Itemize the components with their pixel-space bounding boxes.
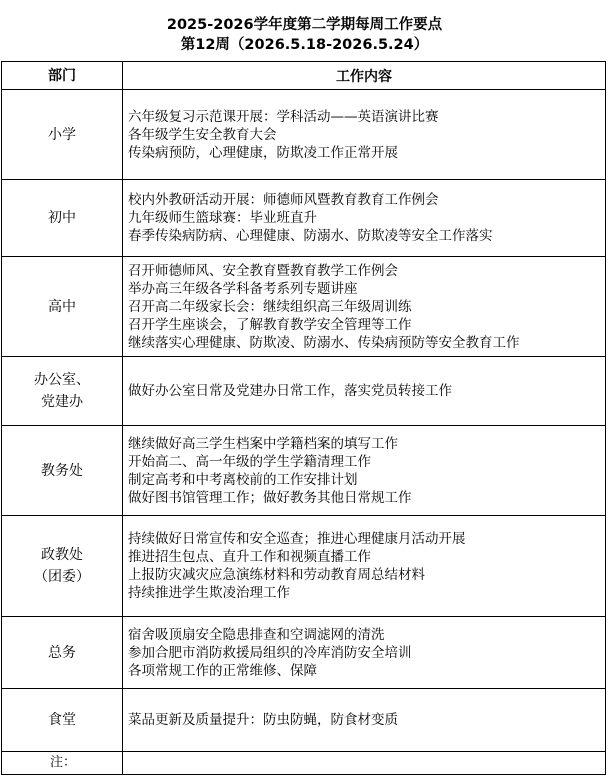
- work-item: 推进招生包点、直升工作和视频直播工作: [128, 549, 371, 565]
- dept-label: 食堂: [48, 712, 76, 728]
- content-cell: [123, 617, 606, 689]
- dept-label: 党建办: [41, 394, 83, 410]
- content-cell: [123, 426, 606, 516]
- work-item: 春季传染病防病、心理健康、防溺水、防欺凌等安全工作落实: [128, 228, 493, 244]
- dept-label: 小学: [48, 126, 76, 143]
- dept-cell: [2, 357, 123, 426]
- work-item: 参加合肥市消防救援局组织的冷库消防安全培训: [128, 644, 412, 661]
- table-row: [2, 257, 606, 357]
- dept-cell: [2, 426, 123, 516]
- work-item: 各项常规工作的正常维修、保障: [128, 662, 317, 679]
- work-item: 继续做好高三学生档案中学籍档案的填写工作: [128, 435, 398, 452]
- dept-cell: [2, 689, 123, 752]
- work-item: 举办高三年级各学科备考系列专题讲座: [128, 280, 358, 297]
- work-item: 召开师德师风、安全教育暨教育教学工作例会: [128, 262, 398, 279]
- table-row: [2, 689, 606, 752]
- content-cell: [123, 689, 606, 752]
- table-row: [2, 357, 606, 426]
- dept-cell: [2, 90, 123, 180]
- work-item: 各年级学生安全教育大会: [128, 126, 277, 143]
- work-item: 持续做好日常宣传和安全巡查；推进心理健康月活动开展: [128, 531, 466, 547]
- content-cell: [123, 90, 606, 180]
- dept-label: 教务处: [41, 462, 83, 479]
- work-plan-table: [1, 61, 606, 775]
- content-cell: [123, 357, 606, 426]
- table-row: [2, 426, 606, 516]
- dept-cell: [2, 617, 123, 689]
- work-item: 持续推进学生欺凌治理工作: [128, 585, 290, 601]
- work-item: 九年级师生篮球赛：毕业班直升: [128, 210, 317, 226]
- dept-label: 初中: [48, 210, 76, 226]
- work-item: 校内外教研活动开展：师德师风暨教育教育工作例会: [128, 192, 439, 208]
- week-subtitle: 第12周（2026.5.18-2026.5.24）: [180, 37, 429, 53]
- content-cell: [123, 180, 606, 257]
- work-item: 开始高二、高一年级的学生学籍清理工作: [128, 453, 371, 470]
- work-item: 继续落实心理健康、防欺凌、防溺水、传染病预防等安全教育工作: [128, 334, 520, 351]
- table-row: [2, 617, 606, 689]
- note-row: [2, 752, 606, 775]
- dept-cell: [2, 516, 123, 617]
- header-dept: 部门: [2, 62, 123, 90]
- note-content: [123, 752, 606, 775]
- work-item: 上报防灾减灾应急演练材料和劳动教育周总结材料: [128, 567, 425, 583]
- work-item: 做好图书馆管理工作；做好教务其他日常规工作: [128, 489, 412, 506]
- note-label: 注：: [2, 752, 123, 775]
- content-cell: [123, 257, 606, 357]
- table-row: [2, 516, 606, 617]
- dept-label: （团委）: [34, 569, 90, 585]
- work-item: 召开高二年级家长会：继续组织高三年级周训练: [128, 298, 412, 315]
- document-title: 2025-2026学年度第二学期每周工作要点: [166, 17, 443, 33]
- dept-label: 政教处: [41, 547, 83, 563]
- work-item: 六年级复习示范课开展：学科活动——英语演讲比赛: [128, 108, 439, 125]
- work-item: 做好办公室日常及党建办日常工作，落实党员转接工作: [128, 383, 452, 399]
- work-item: 召开学生座谈会，了解教育教学安全管理等工作: [128, 316, 412, 333]
- dept-label: 办公室、: [34, 372, 90, 388]
- table-header-row: [2, 62, 606, 90]
- work-item: 传染病预防，心理健康，防欺凌工作正常开展: [128, 144, 398, 161]
- work-item: 制定高考和中考离校前的工作安排计划: [128, 471, 358, 488]
- work-item: 宿舍吸顶扇安全隐患排查和空调滤网的清洗: [128, 626, 385, 643]
- table-row: [2, 180, 606, 257]
- header-content: 工作内容: [123, 62, 606, 90]
- dept-cell: [2, 257, 123, 357]
- work-item: 菜品更新及质量提升：防虫防蝇，防食材变质: [128, 712, 398, 728]
- content-cell: [123, 516, 606, 617]
- dept-label: 高中: [48, 298, 76, 315]
- dept-label: 总务: [48, 644, 76, 661]
- dept-cell: [2, 180, 123, 257]
- table-row: [2, 90, 606, 180]
